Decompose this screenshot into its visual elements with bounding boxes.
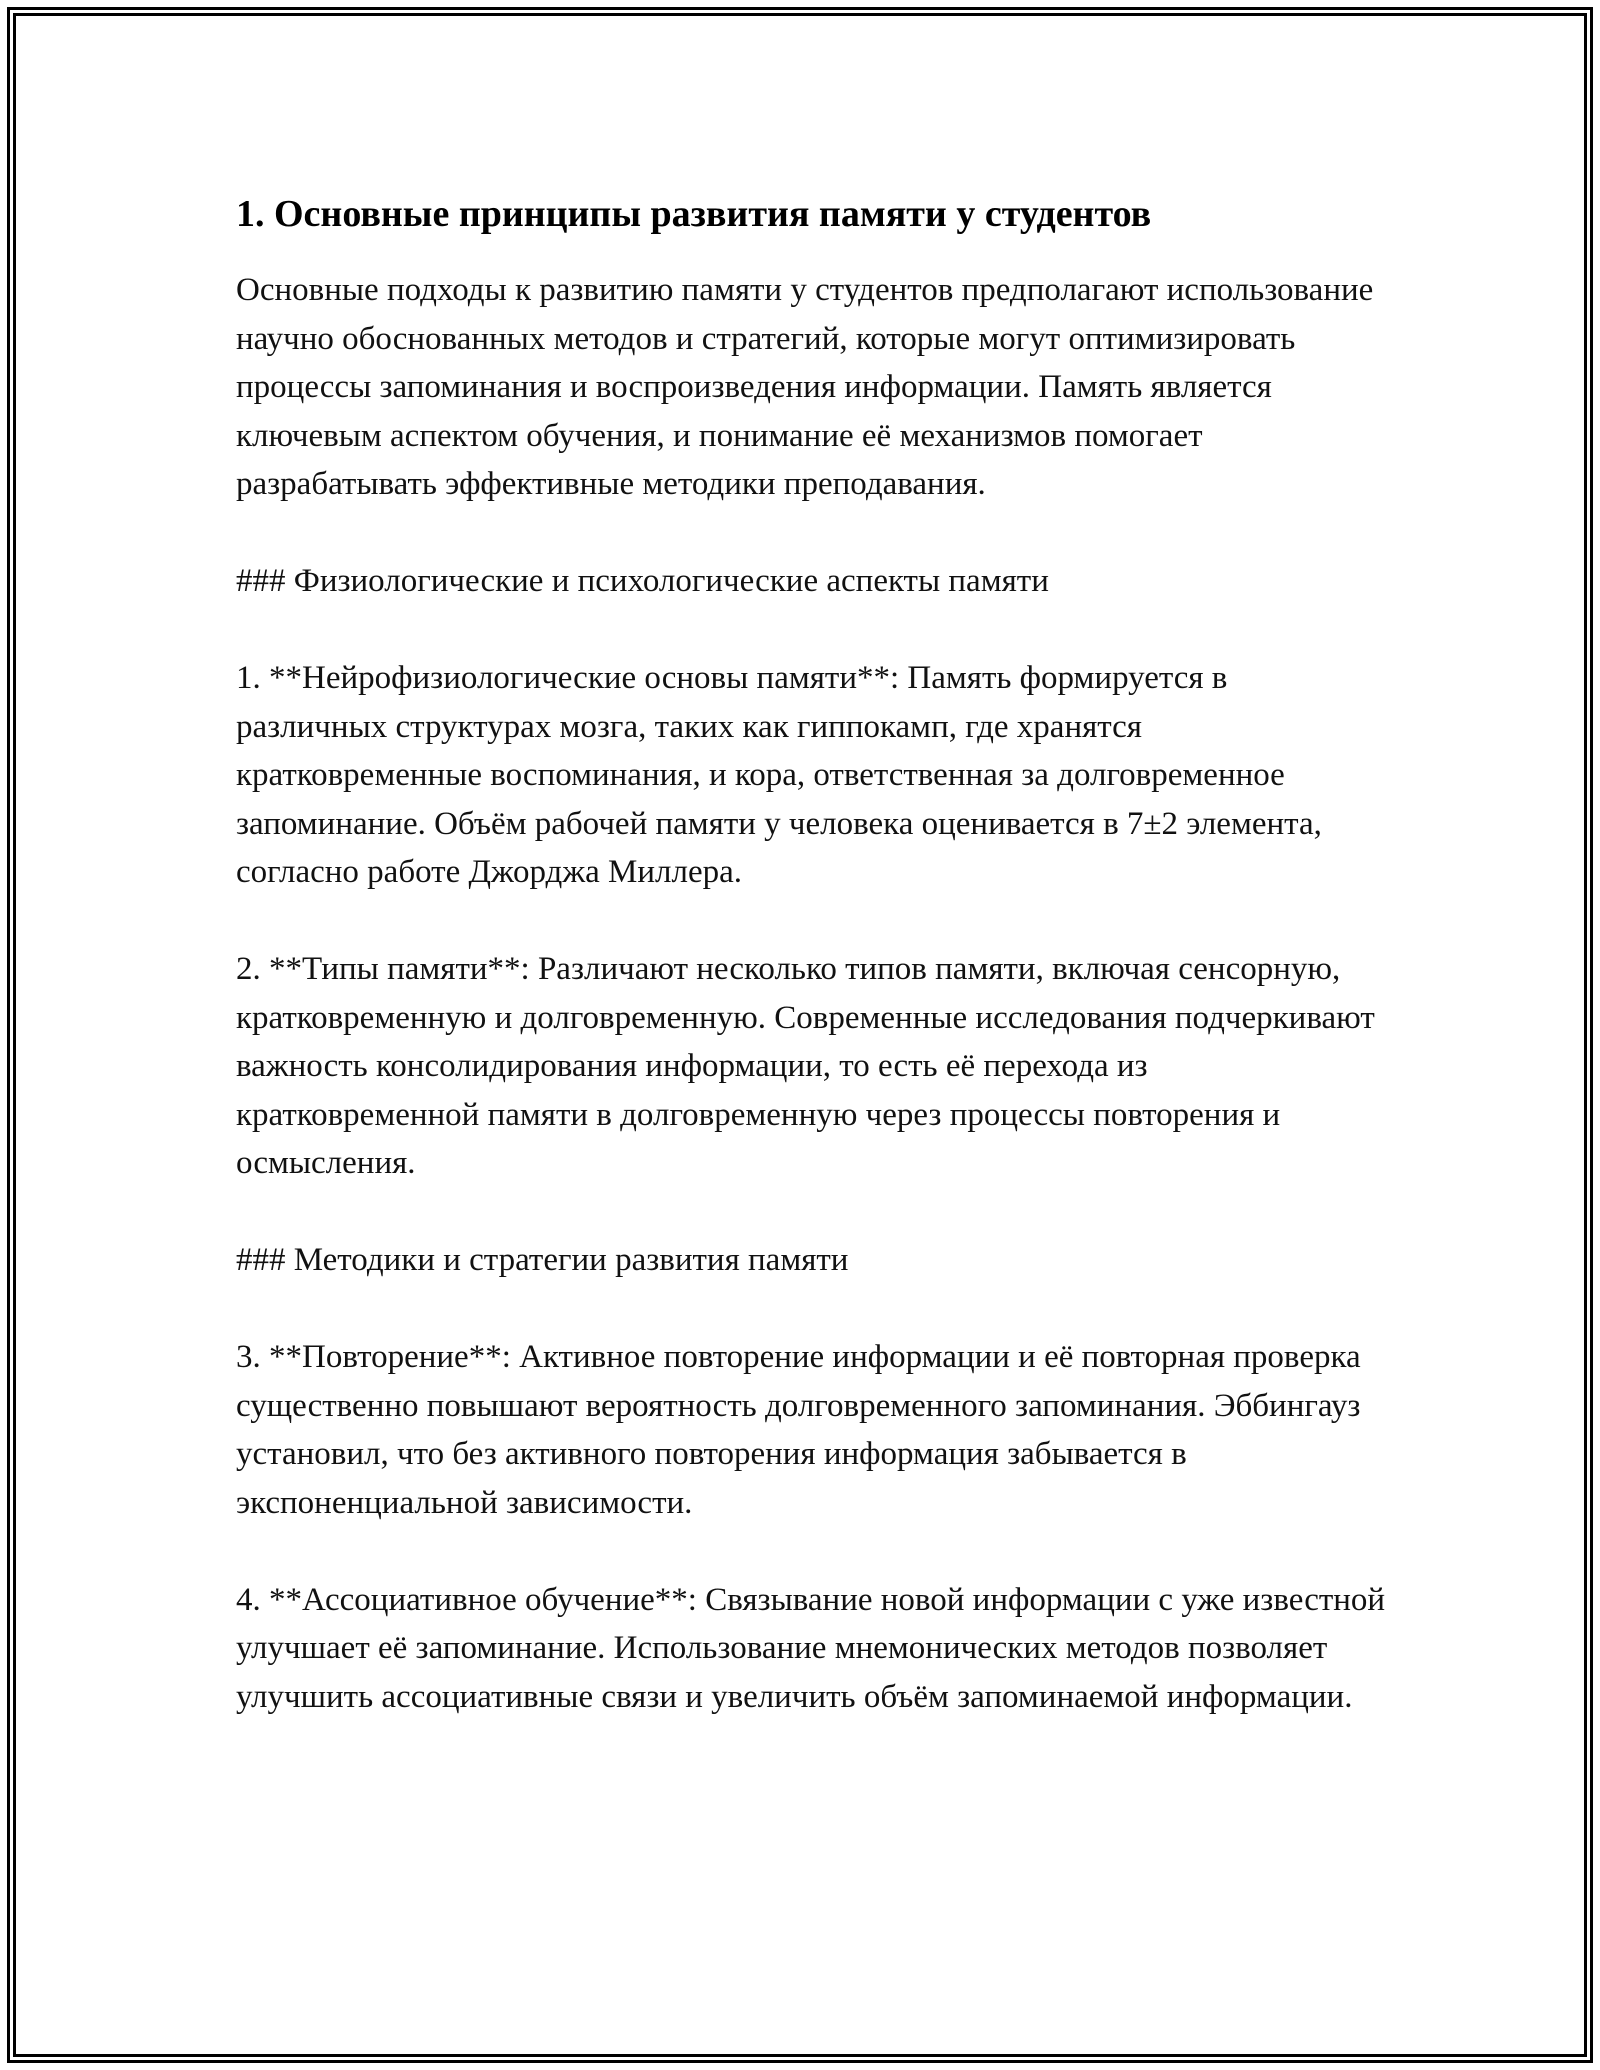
section-heading-physiology: ### Физиологические и психологические аспекты памяти	[236, 563, 1049, 599]
intro-paragraph: Основные подходы к развитию памяти у студентов предполагают использование научно обоснованных методов и стратегий, которые могут оптимизировать процессы запоминания и воспроизведения информации. Память является ключевым аспектом обучения, и понимание её механизмов помогает разрабатывать эффективные методики преподавания.	[236, 272, 1374, 502]
list-item-associative-learning: 4. **Ассоциативное обучение**: Связывание новой информации с уже известной улучшает её запоминание. Использование мнемонических методов позволяет улучшить ассоциативные связи и увеличить объём запоминаемой информации.	[236, 1581, 1386, 1715]
list-item-repetition: 3. **Повторение**: Активное повторение информации и её повторная проверка существенно повышают вероятность долговременного запоминания. Эббингауз установил, что без активного повторения информация забывается в экспоненциальной зависимости.	[236, 1339, 1361, 1521]
document-title: 1. Основные принципы развития памяти у студентов	[236, 193, 1152, 235]
section-heading-methods: ### Методики и стратегии развития памяти	[236, 1242, 849, 1278]
list-item-neurophysiology: 1. **Нейрофизиологические основы памяти**: Память формируется в различных структурах мозга, таких как гиппокамп, где хранятся кратковременные воспоминания, и кора, ответственная за долговременное запоминание. Объём рабочей памяти у человека оценивается в 7±2 элемента, согласно работе Джорджа Миллера.	[236, 660, 1322, 890]
list-item-memory-types: 2. **Типы памяти**: Различают несколько типов памяти, включая сенсорную, кратковременную и долговременную. Современные исследования подчеркивают важность консолидирования информации, то есть её перехода из кратковременной памяти в долговременную через процессы повторения и осмысления.	[236, 951, 1375, 1181]
document-body	[236, 186, 1386, 1721]
